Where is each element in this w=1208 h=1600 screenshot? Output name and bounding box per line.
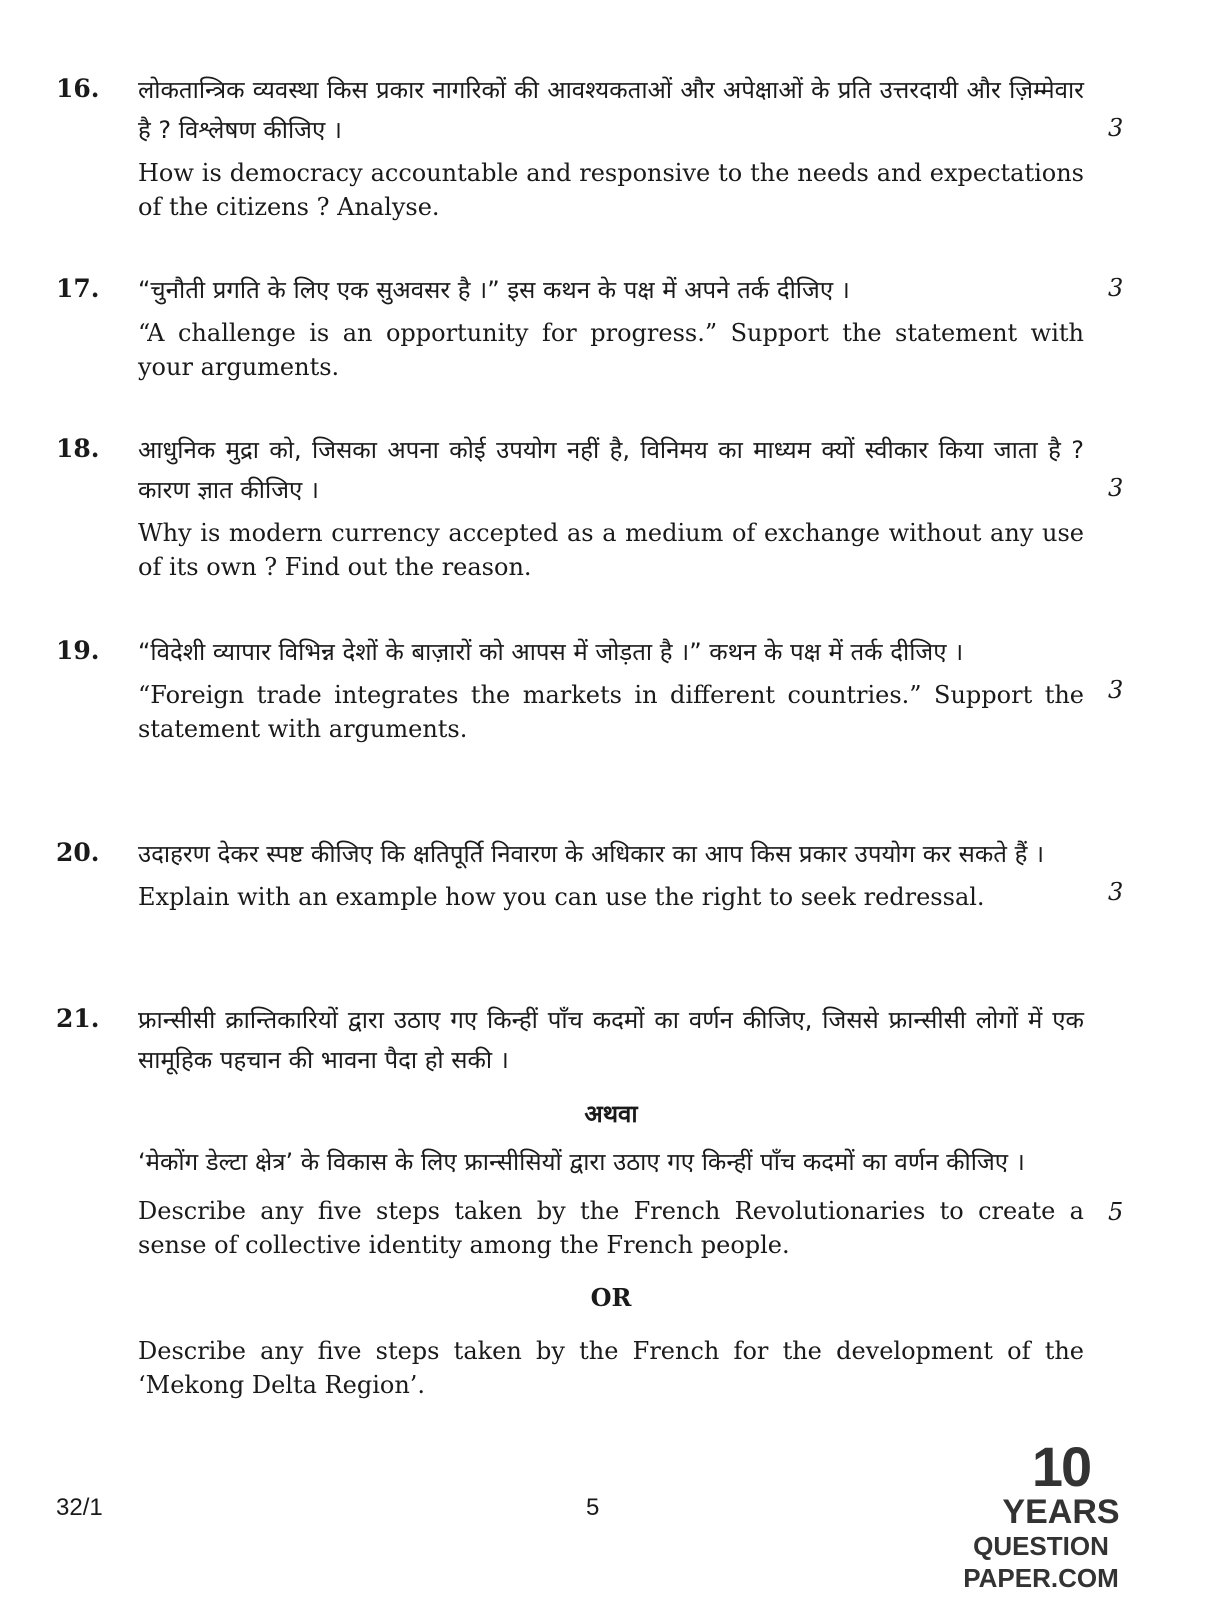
marks: 3 (1108, 676, 1124, 704)
alternative-text-english: Describe any five steps taken by the French for the development of the ‘Mekong Delta Region’. (138, 1337, 1084, 1399)
question-text-english: “A challenge is an opportunity for progress.” Support the statement with your arguments. (138, 319, 1084, 381)
marks: 3 (1108, 474, 1124, 502)
question-number: 18. (56, 434, 100, 463)
question-text-english: “Foreign trade integrates the markets in different countries.” Support the statement with arguments. (138, 681, 1084, 743)
question-number: 17. (56, 274, 100, 303)
question-text-english: Describe any five steps taken by the French Revolutionaries to create a sense of collective identity among the French people. (138, 1197, 1084, 1259)
question-text-hindi: फ्रान्सीसी क्रान्तिकारियों द्वारा उठाए गए किन्हीं पाँच कदमों का वर्णन कीजिए, जिससे फ्रान्सीसी लोगों में एक सामूहिक पहचान की भावना पैदा हो सकी । (138, 1006, 1084, 1074)
question-number: 21. (56, 1004, 100, 1033)
question-text-hindi: उदाहरण देकर स्पष्ट कीजिए कि क्षतिपूर्ति निवारण के अधिकार का आप किस प्रकार उपयोग कर सकते हैं । (138, 840, 1045, 868)
paper-code: 32/1 (56, 1494, 103, 1521)
question-number: 20. (56, 838, 100, 867)
watermark-number: 10 (1031, 1435, 1091, 1498)
question-text-english: How is democracy accountable and responsive to the needs and expectations of the citizens ? Analyse. (138, 159, 1084, 221)
question-text-hindi: लोकतान्त्रिक व्यवस्था किस प्रकार नागरिकों की आवश्यकताओं और अपेक्षाओं के प्रति उत्तरदायी और ज़िम्मेवार है ? विश्लेषण कीजिए । (138, 76, 1084, 144)
marks: 5 (1108, 1198, 1124, 1226)
watermark-years: YEARS (1002, 1493, 1120, 1531)
question-text-hindi: आधुनिक मुद्रा को, जिसका अपना कोई उपयोग नहीं है, विनिमय का माध्यम क्यों स्वीकार किया जाता है ? कारण ज्ञात कीजिए । (138, 436, 1084, 504)
marks: 3 (1108, 878, 1124, 906)
or-divider: OR (590, 1283, 632, 1312)
marks: 3 (1108, 274, 1124, 302)
question-text-english: Why is modern currency accepted as a medium of exchange without any use of its own ? Find out the reason. (138, 519, 1084, 581)
question-text-hindi: “चुनौती प्रगति के लिए एक सुअवसर है ।” इस कथन के पक्ष में अपने तर्क दीजिए । (138, 276, 850, 304)
question-number: 16. (56, 74, 100, 103)
watermark-site: QUESTION PAPER.COM (963, 1531, 1119, 1593)
alternative-text-hindi: ‘मेकोंग डेल्टा क्षेत्र’ के विकास के लिए फ्रान्सीसियों द्वारा उठाए गए किन्हीं पाँच कदमों का वर्णन कीजिए । (138, 1148, 1025, 1176)
or-divider-hindi: अथवा (584, 1100, 638, 1128)
page-number: 5 (586, 1494, 600, 1521)
watermark-logo (916, 1435, 1166, 1593)
question-number: 19. (56, 636, 100, 665)
question-text-hindi: “विदेशी व्यापार विभिन्न देशों के बाज़ारों को आपस में जोड़ता है ।” कथन के पक्ष में तर्क दीजिए । (138, 638, 964, 666)
marks: 3 (1108, 114, 1124, 142)
question-text-english: Explain with an example how you can use the right to seek redressal. (138, 883, 985, 911)
